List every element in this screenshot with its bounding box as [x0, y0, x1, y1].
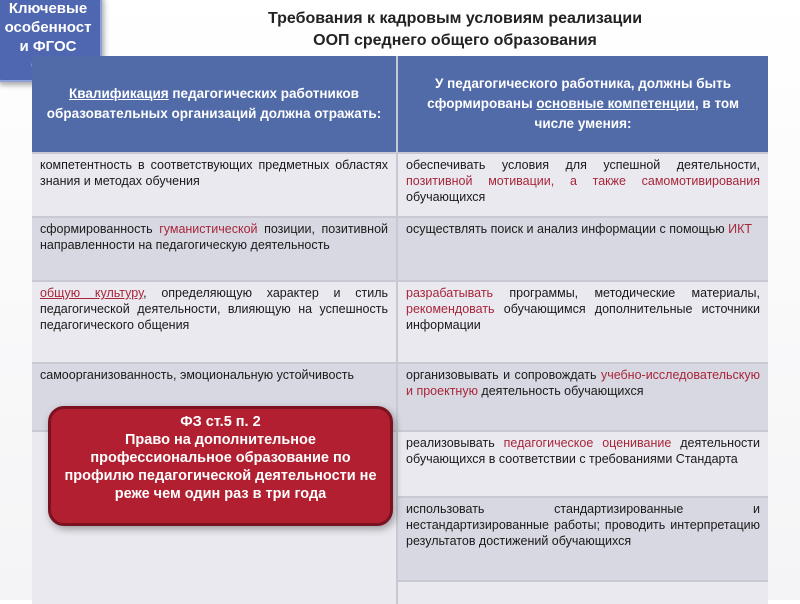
right-cell-1-highlight: позитивной мотивации, а также самомотивирования	[406, 174, 760, 188]
right-cell-4-highlight: учебно-исследовательскую и проектную	[406, 368, 760, 398]
left-cell-2	[32, 218, 396, 280]
page-title	[200, 8, 710, 52]
right-cell-3	[398, 282, 768, 362]
header-left-text: педагогических работников образовательных организаций должна отражать:	[46, 86, 382, 121]
left-cell-3	[32, 282, 396, 362]
callout-text: Право на дополнительное профессиональное образование по профилю педагогической деятельности не реже чем один раз в три года	[64, 432, 377, 502]
left-cell-2-text-a: сформированность	[40, 222, 160, 236]
left-cell-3-highlight: общую культуру	[40, 286, 144, 300]
title-line-2: ООП среднего общего образования	[313, 32, 597, 49]
right-cell-5	[398, 432, 768, 496]
header-left-keyword: Квалификация	[69, 86, 169, 101]
right-cell-4-text-b: деятельность обучающихся	[477, 384, 644, 398]
header-qualification	[32, 56, 396, 152]
right-cell-5-text-b: деятельности обучающихся в соответствии с требованиями Стандарта	[406, 436, 760, 466]
right-cell-1-text-b: обучающихся	[406, 190, 486, 204]
right-cell-2-text: осуществлять поиск и анализ информации с помощью	[406, 222, 729, 236]
left-cell-4-text: самоорганизованность, эмоциональную устойчивость	[40, 368, 354, 382]
right-cell-5-text-a: реализовывать	[406, 436, 504, 450]
badge-line-3: и ФГОС	[19, 38, 77, 55]
left-cell-2-highlight: гуманистической	[159, 222, 258, 236]
header-competencies	[398, 56, 768, 152]
right-cell-5-highlight: педагогическое оценивание	[503, 436, 672, 450]
right-cell-2-highlight: ИКТ	[728, 222, 753, 236]
right-cell-3-highlight-b: рекомендовать	[406, 302, 495, 316]
title-line-1: Требования к кадровым условиям реализации	[267, 10, 643, 27]
header-right-text: У педагогического работника, должны быть сформированы	[427, 76, 732, 111]
right-cell-6-text: использовать стандартизированные и нестандартизированные работы; проводить интерпретацию результатов достижений обучающихся	[406, 502, 760, 548]
left-cell-2-text-b: позиции, позитивной направленности на педагогическую деятельность	[40, 222, 388, 252]
left-cell-1	[32, 154, 396, 216]
left-cell-1-text: компетентность в соответствующих предметных областях знания и методах обучения	[40, 158, 388, 188]
right-cell-4	[398, 364, 768, 430]
right-cell-1-text-a: обеспечивать условия для успешной деятельности,	[406, 158, 760, 172]
badge-line-1: Ключевые	[8, 0, 88, 17]
right-cell-4-text-a: организовывать и сопровождать	[406, 368, 601, 382]
right-cell-3-text-a: программы, методические материалы,	[493, 286, 760, 300]
header-right-keyword: основные компетенции	[536, 96, 695, 111]
header-right-tail: , в том числе умения:	[534, 96, 739, 131]
left-cell-3-text: , определяющую характер и стиль педагогической деятельности, влияющую на успешность педагогического общения	[40, 286, 389, 332]
right-cell-6	[398, 498, 768, 580]
right-cell-1	[398, 154, 768, 216]
right-cell-2	[398, 218, 768, 280]
right-cell-3-text-b: обучающимся дополнительные источники информации	[406, 302, 760, 332]
right-cell-empty	[398, 582, 768, 604]
callout-heading: ФЗ ст.5 п. 2	[180, 414, 261, 430]
right-cell-3-highlight-a: разрабатывать	[406, 286, 494, 300]
badge-line-2: особенност	[4, 19, 92, 36]
law-callout	[48, 406, 393, 526]
